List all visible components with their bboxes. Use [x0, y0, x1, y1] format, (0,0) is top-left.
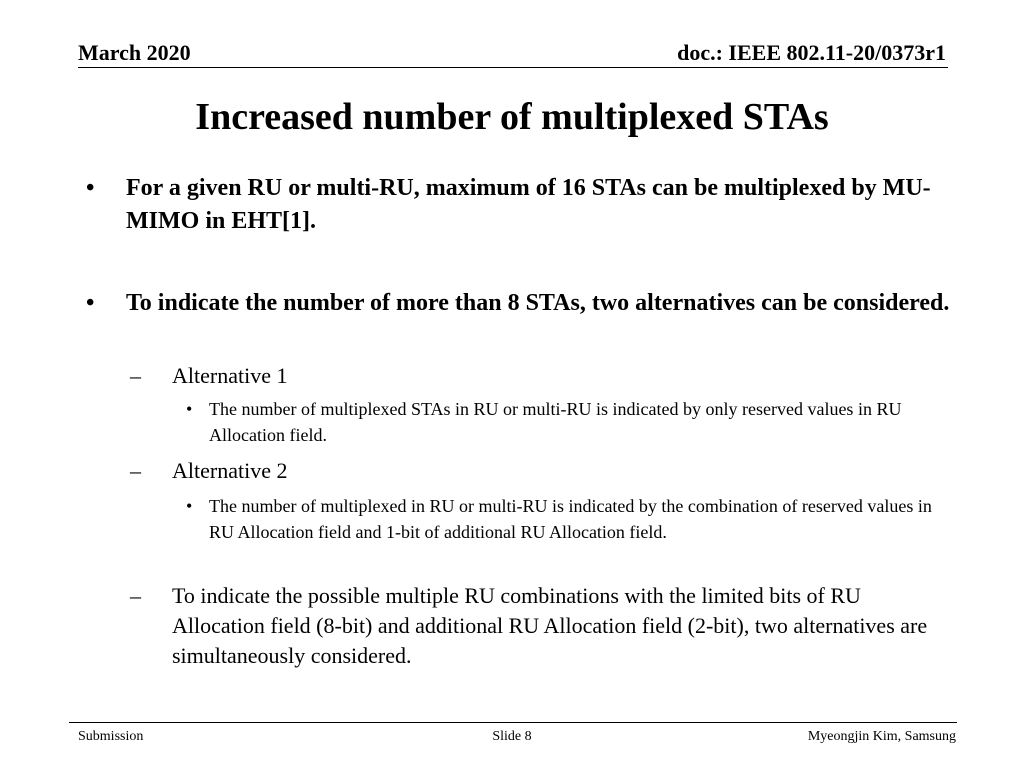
detail-text: The number of multiplexed in RU or multi-RU is indicated by the combination of reserved values in RU Allocation field and 1-bit of additional RU Allocation field.	[209, 496, 932, 542]
bullet-text: To indicate the number of more than 8 STAs, two alternatives can be considered.	[126, 290, 950, 316]
sub-item-text: Alternative 2	[172, 458, 288, 483]
detail-item-alternative-1	[180, 396, 950, 448]
sub-item-alternative-1	[120, 361, 950, 391]
bullet-item-1	[80, 172, 950, 238]
footer-divider	[69, 722, 957, 723]
header-date: March 2020	[78, 40, 191, 65]
detail-text: The number of multiplexed STAs in RU or multi-RU is indicated by only reserved values in RU Allocation field.	[209, 399, 902, 445]
sub-item-note	[120, 581, 950, 671]
dash-marker: –	[130, 363, 141, 388]
footer-submission: Submission	[78, 729, 144, 744]
bullet-marker: •	[186, 399, 193, 419]
dash-marker: –	[130, 583, 141, 608]
sub-item-text: To indicate the possible multiple RU combinations with the limited bits of RU Allocation field (8-bit) and additional RU Allocation field (2-bit), two alternatives are simultaneously considered.	[172, 583, 928, 668]
header-divider	[78, 67, 948, 68]
sub-item-alternative-2	[120, 456, 950, 486]
bullet-item-2	[80, 287, 950, 320]
bullet-marker: •	[86, 175, 95, 201]
dash-marker: –	[130, 458, 141, 483]
sub-item-text: Alternative 1	[172, 363, 288, 388]
footer-slide-number: Slide 8	[492, 729, 532, 744]
bullet-text: For a given RU or multi-RU, maximum of 16 STAs can be multiplexed by MU-MIMO in EHT[1].	[126, 175, 931, 234]
detail-item-alternative-2	[180, 493, 950, 545]
header-doc-id: doc.: IEEE 802.11-20/0373r1	[677, 40, 946, 65]
bullet-marker: •	[86, 290, 95, 316]
footer-author: Myeongjin Kim, Samsung	[807, 729, 956, 744]
slide-title: Increased number of multiplexed STAs	[195, 96, 829, 138]
bullet-marker: •	[186, 496, 193, 516]
